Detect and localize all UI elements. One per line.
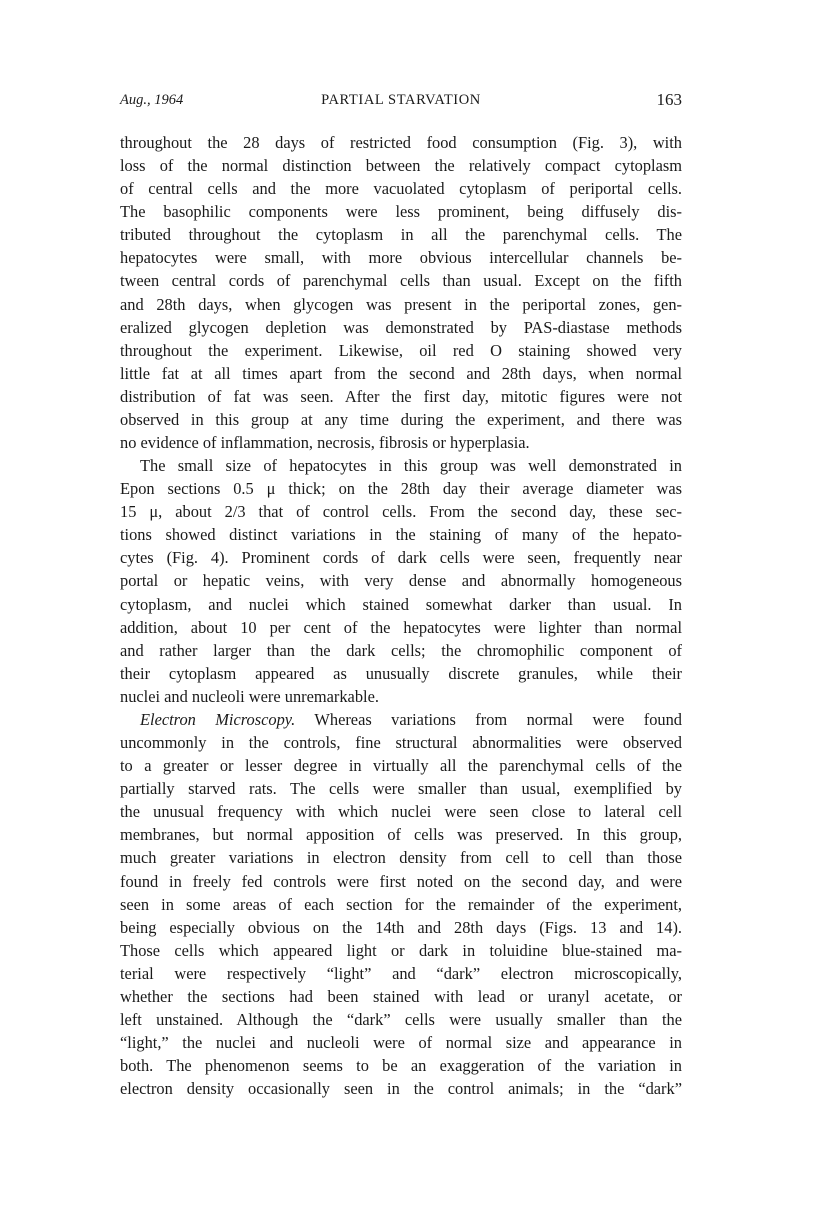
text-line: “light,” the nuclei and nucleoli were of normal size and appearance in bbox=[120, 1033, 682, 1053]
text-line: left unstained. Although the “dark” cells were usually smaller than the bbox=[120, 1009, 682, 1029]
text-line: membranes, but normal apposition of cells was preserved. In this group, bbox=[120, 825, 682, 845]
text-line: The small size of hepatocytes in this group was well demonstrated in bbox=[140, 456, 682, 476]
text-line bbox=[120, 708, 682, 731]
text-line: uncommonly in the controls, fine structural abnormalities were observed bbox=[120, 733, 682, 753]
text-line-rest: Whereas variations from normal were found bbox=[295, 709, 683, 729]
text-line: their cytoplasm appeared as unusually discrete granules, while their bbox=[120, 663, 682, 683]
paragraph bbox=[120, 131, 682, 454]
text-line: being especially obvious on the 14th and 28th days (Figs. 13 and 14). bbox=[120, 917, 682, 937]
paragraph bbox=[120, 454, 682, 708]
running-head-date: Aug., 1964 bbox=[120, 92, 184, 108]
running-head bbox=[120, 92, 682, 116]
page-number: 163 bbox=[656, 90, 682, 109]
text-line: and rather larger than the dark cells; the chromophilic component of bbox=[120, 640, 682, 660]
text-line: little fat at all times apart from the second and 28th days, when normal bbox=[120, 363, 682, 383]
text-line: observed in this group at any time during the experiment, and there was bbox=[120, 409, 682, 429]
text-line: Epon sections 0.5 μ thick; on the 28th day their average diameter was bbox=[120, 479, 682, 499]
text-line: cytes (Fig. 4). Prominent cords of dark cells were seen, frequently near bbox=[120, 548, 682, 568]
text-line: and 28th days, when glycogen was present in the periportal zones, gen- bbox=[120, 294, 682, 314]
text-line: hepatocytes were small, with more obvious intercellular channels be- bbox=[120, 248, 682, 268]
text-line: whether the sections had been stained with lead or uranyl acetate, or bbox=[120, 986, 682, 1006]
text-line: portal or hepatic veins, with very dense and abnormally homogeneous bbox=[120, 571, 682, 591]
text-line: The basophilic components were less prominent, being diffusely dis- bbox=[120, 202, 682, 222]
text-line: tributed throughout the cytoplasm in all the parenchymal cells. The bbox=[120, 225, 682, 245]
text-line: electron density occasionally seen in the control animals; in the “dark” bbox=[120, 1079, 682, 1099]
text-line: terial were respectively “light” and “dark” electron microscopically, bbox=[120, 963, 682, 983]
text-line: addition, about 10 per cent of the hepatocytes were lighter than normal bbox=[120, 617, 682, 637]
text-line: throughout the experiment. Likewise, oil red O staining showed very bbox=[120, 340, 682, 360]
text-line: to a greater or lesser degree in virtually all the parenchymal cells of the bbox=[120, 756, 682, 776]
body-text bbox=[120, 131, 682, 1100]
text-line: of central cells and the more vacuolated cytoplasm of periportal cells. bbox=[120, 179, 682, 199]
text-line: tween central cords of parenchymal cells than usual. Except on the fifth bbox=[120, 271, 682, 291]
text-line: seen in some areas of each section for the remainder of the experiment, bbox=[120, 894, 682, 914]
text-line: distribution of fat was seen. After the first day, mitotic figures were not bbox=[120, 386, 682, 406]
running-head-title: PARTIAL STARVATION bbox=[321, 92, 481, 108]
text-line: loss of the normal distinction between the relatively compact cytoplasm bbox=[120, 156, 682, 176]
text-line: no evidence of inflammation, necrosis, fibrosis or hyperplasia. bbox=[120, 433, 530, 453]
text-line: throughout the 28 days of restricted food consumption (Fig. 3), with bbox=[120, 133, 682, 152]
text-line: nuclei and nucleoli were unremarkable. bbox=[120, 686, 379, 706]
text-line: much greater variations in electron density from cell to cell than those bbox=[120, 848, 682, 868]
text-line: cytoplasm, and nuclei which stained somewhat darker than usual. In bbox=[120, 594, 682, 614]
text-line: the unusual frequency with which nuclei were seen close to lateral cell bbox=[120, 802, 682, 822]
text-line: both. The phenomenon seems to be an exaggeration of the variation in bbox=[120, 1056, 682, 1076]
text-line: found in freely fed controls were first noted on the second day, and were bbox=[120, 871, 682, 891]
text-line: tions showed distinct variations in the staining of many of the hepato- bbox=[120, 525, 682, 545]
text-line: eralized glycogen depletion was demonstrated by PAS-diastase methods bbox=[120, 317, 682, 337]
text-line: Those cells which appeared light or dark in toluidine blue-stained ma- bbox=[120, 940, 682, 960]
text-line: 15 μ, about 2/3 that of control cells. From the second day, these sec- bbox=[120, 502, 682, 522]
text-line: partially starved rats. The cells were smaller than usual, exemplified by bbox=[120, 779, 682, 799]
section-heading: Electron Microscopy. bbox=[140, 709, 296, 729]
paragraph bbox=[120, 708, 682, 1100]
